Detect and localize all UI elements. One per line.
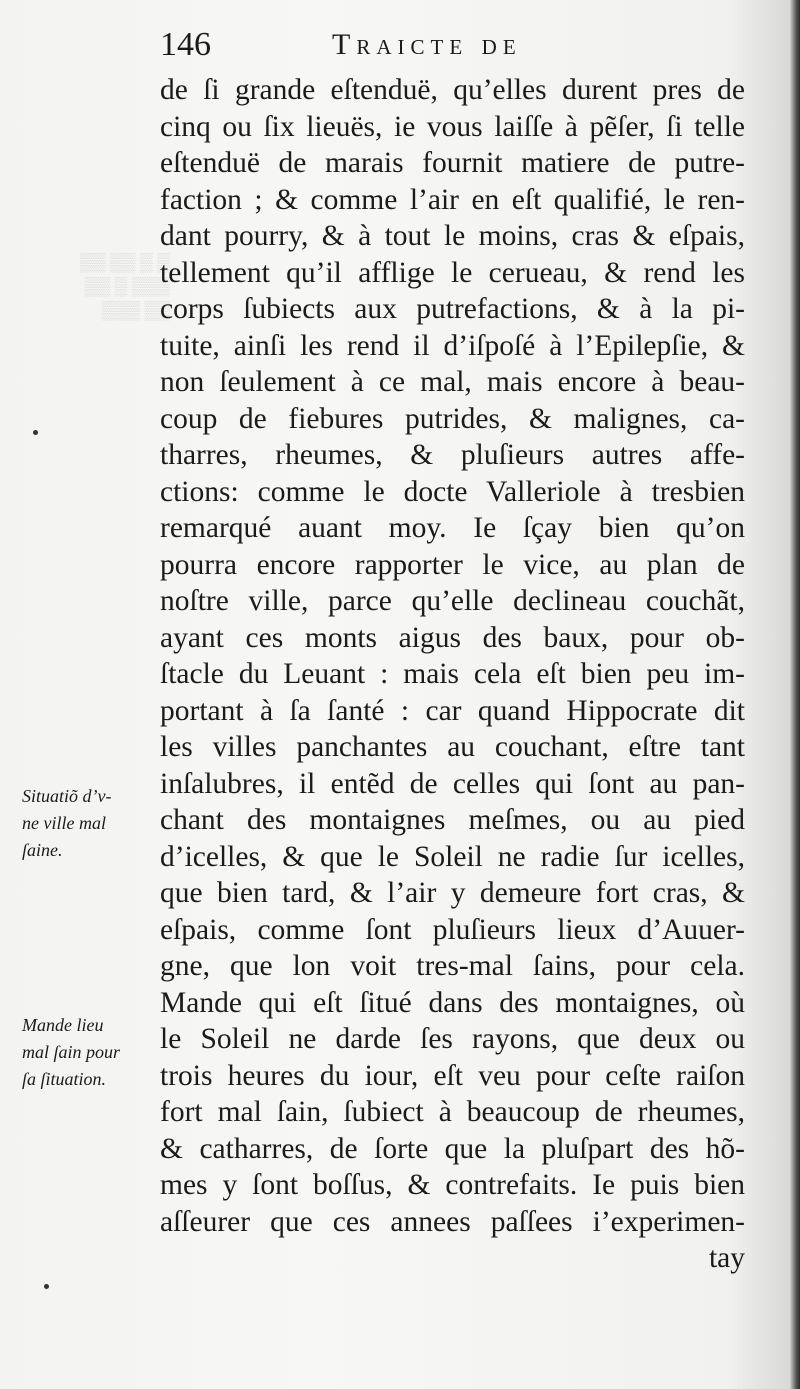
text-line: Mande qui eſt ſitué dans des montaignes, où [160,986,745,1019]
text-line: chant des montaignes meſmes, ou au pied [160,804,745,836]
text-line: non ſeulement à ce mal, mais encore à beau- [160,366,745,398]
text-line: tuite, ainſi les rend il d’iſpoſé à l’Epilepſie, & [160,329,745,362]
main-text-block [160,72,745,1277]
text-line: eſtenduë de marais fournit matiere de putre- [160,147,745,179]
text-line: tellement qu’il afflige le cerueau, & rend les [160,256,745,289]
text-line: ſtacle du Leuant : mais cela eſt bien peu im- [160,658,745,690]
marginal-note-line: Situatiõ d’v- [22,786,112,806]
text-line: que bien tard, & l’air y demeure fort cras, & [160,877,745,909]
text-line: faction ; & comme l’air en eſt qualifié, le ren- [160,183,745,216]
page-number: 146 [160,26,211,63]
text-line: noſtre ville, parce qu’elle declineau couchãt, [160,585,745,617]
marginal-note-line: ſaine. [22,840,63,860]
text-line: tharres, rheumes, & pluſieurs autres affe- [160,439,745,471]
text-line: aſſeurer que ces annees paſſees i’experimen- [160,1205,745,1238]
marginal-note-line: Mande lieu [22,1015,104,1035]
catchword: tay [708,1242,745,1274]
text-line: pourra encore rapporter le vice, au plan de [160,548,745,581]
text-line: cinq ou ſix lieuës, ie vous laiſſe à pẽſer, ſi telle [160,110,745,143]
running-head: Traicte de [332,28,522,61]
text-line: corps ſubiects aux putrefactions, & à la pi- [160,293,745,325]
text-line: coup de fiebures putrides, & malignes, ca- [160,402,745,435]
ink-speck [44,1284,49,1289]
marginal-note-line: mal ſain pour [22,1042,121,1062]
text-line: inſalubres, il entẽd de celles qui ſont au pan- [160,767,745,800]
text-line: portant à ſa ſanté : car quand Hippocrate dit [160,694,745,727]
text-line: dant pourry, & à tout le moins, cras & eſpais, [160,220,745,252]
text-line: trois heures du iour, eſt veu pour ceſte raiſon [160,1059,745,1092]
text-line: remarqué auant moy. Ie ſçay bien qu’on [160,512,745,544]
page-gutter-edge [790,0,800,1389]
text-line: mes y ſont boſſus, & contrefaits. Ie puis bien [160,1169,745,1201]
text-line: de ſi grande eſtenduë, qu’elles durent pres de [160,74,745,106]
marginal-note-mande [22,1012,120,1093]
text-line: ayant ces monts aigus des baux, pour ob- [160,621,745,654]
text-line: & catharres, de ſorte que la pluſpart des hõ- [160,1132,745,1165]
marginal-note-line: ne ville mal [22,813,106,833]
text-line: fort mal ſain, ſubiect à beaucoup de rheumes, [160,1096,745,1128]
text-line: le Soleil ne darde ſes rayons, que deux ou [160,1023,745,1055]
text-line: gne, que lon voit tres-mal ſains, pour cela. [160,950,745,982]
marginal-note-line: ſa ſituation. [22,1069,107,1089]
text-line: eſpais, comme ſont pluſieurs lieux d’Auuer- [160,913,745,946]
marginal-note-situation [22,783,111,864]
ink-speck [33,430,38,435]
page-header [160,20,720,70]
text-line: ctions: comme le docte Valleriole à tresbien [160,475,745,508]
text-line: les villes panchantes au couchant, eſtre tant [160,731,745,763]
show-through-text: ▒▒ ▒▒ ▒ ▒ ▒▒ ▒ ▒▒▒ ▒▒▒ ▒▒ [79,252,170,320]
text-line: d’icelles, & que le Soleil ne radie ſur icelles, [160,840,745,873]
